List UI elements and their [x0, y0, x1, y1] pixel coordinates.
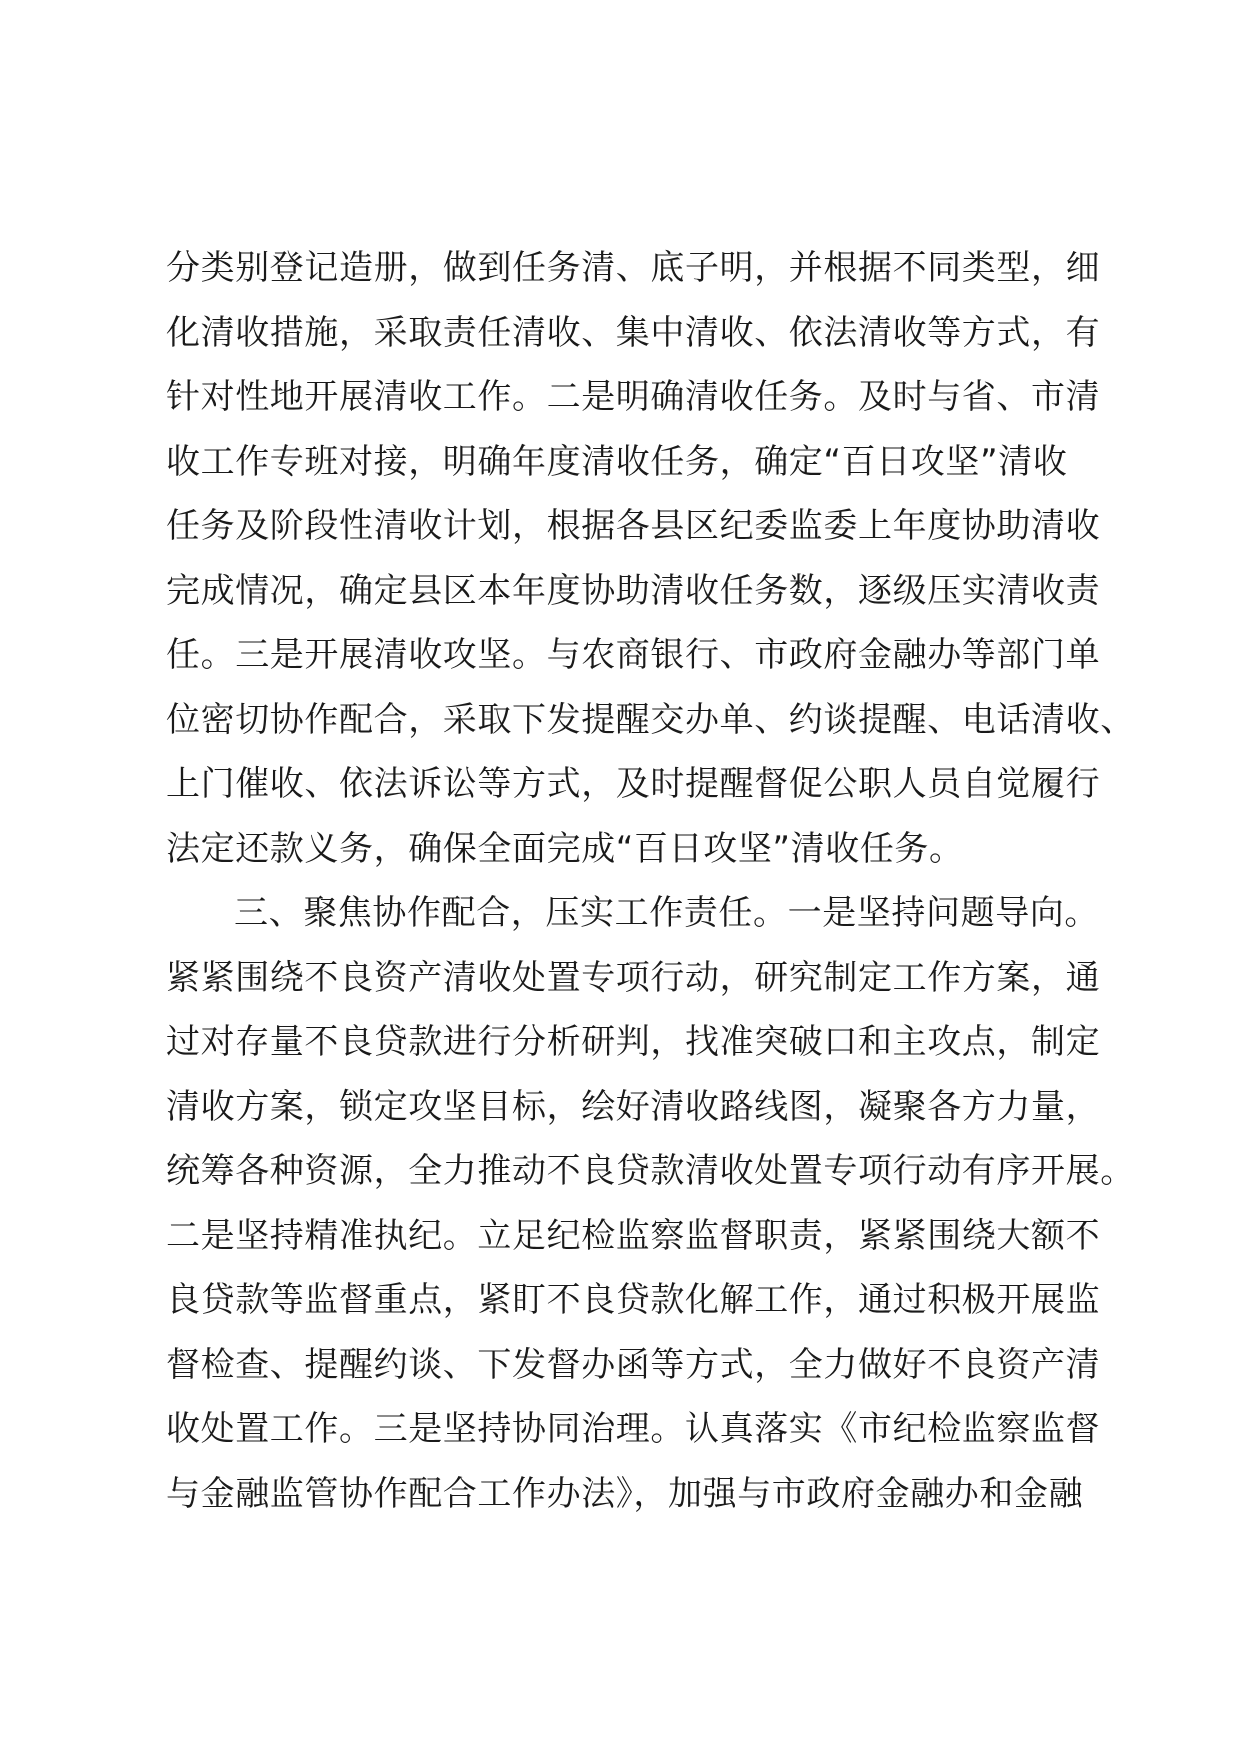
text-line: 清收方案，锁定攻坚目标，绘好清收路线图，凝聚各方力量， [166, 1086, 1101, 1127]
section-heading-line: 三、聚焦协作配合，压实工作责任。一是坚持问题导向。 [234, 893, 1099, 933]
text-line: 任务及阶段性清收计划，根据各县区纪委监委上年度协助清收 [166, 506, 1101, 546]
text-line: 过对存量不良贷款进行分析研判，找准突破口和主攻点，制定 [166, 1022, 1101, 1062]
text-line: 统筹各种资源，全力推动不良贷款清收处置专项行动有序开展。 [166, 1151, 1135, 1191]
text-line: 分类别登记造册，做到任务清、底子明，并根据不同类型，细 [166, 248, 1101, 288]
text-line: 针对性地开展清收工作。二是明确清收任务。及时与省、市清 [166, 377, 1101, 417]
text-line: 任。三是开展清收攻坚。与农商银行、市政府金融办等部门单 [166, 635, 1101, 675]
body-text [166, 236, 1135, 1526]
text-line: 紧紧围绕不良资产清收处置专项行动，研究制定工作方案，通 [166, 957, 1101, 998]
text-line: 上门催收、依法诉讼等方式，及时提醒督促公职人员自觉履行 [166, 764, 1101, 804]
text-line: 位密切协作配合，采取下发提醒交办单、约谈提醒、电话清收、 [166, 699, 1135, 740]
text-line: 法定还款义务，确保全面完成“百日攻坚”清收任务。 [166, 828, 964, 869]
text-line: 化清收措施，采取责任清收、集中清收、依法清收等方式，有 [166, 312, 1101, 353]
text-line: 完成情况，确定县区本年度协助清收任务数，逐级压实清收责 [166, 570, 1101, 611]
text-line: 良贷款等监督重点，紧盯不良贷款化解工作，通过积极开展监 [166, 1280, 1101, 1320]
text-line: 收处置工作。三是坚持协同治理。认真落实《市纪检监察监督 [166, 1409, 1101, 1449]
text-line: 收工作专班对接，明确年度清收任务，确定“百日攻坚”清收 [166, 441, 1068, 482]
text-line: 督检查、提醒约谈、下发督办函等方式，全力做好不良资产清 [166, 1344, 1101, 1385]
text-line: 与金融监管协作配合工作办法》，加强与市政府金融办和金融 [166, 1473, 1084, 1514]
text-line: 二是坚持精准执纪。立足纪检监察监督职责，紧紧围绕大额不 [166, 1215, 1101, 1256]
